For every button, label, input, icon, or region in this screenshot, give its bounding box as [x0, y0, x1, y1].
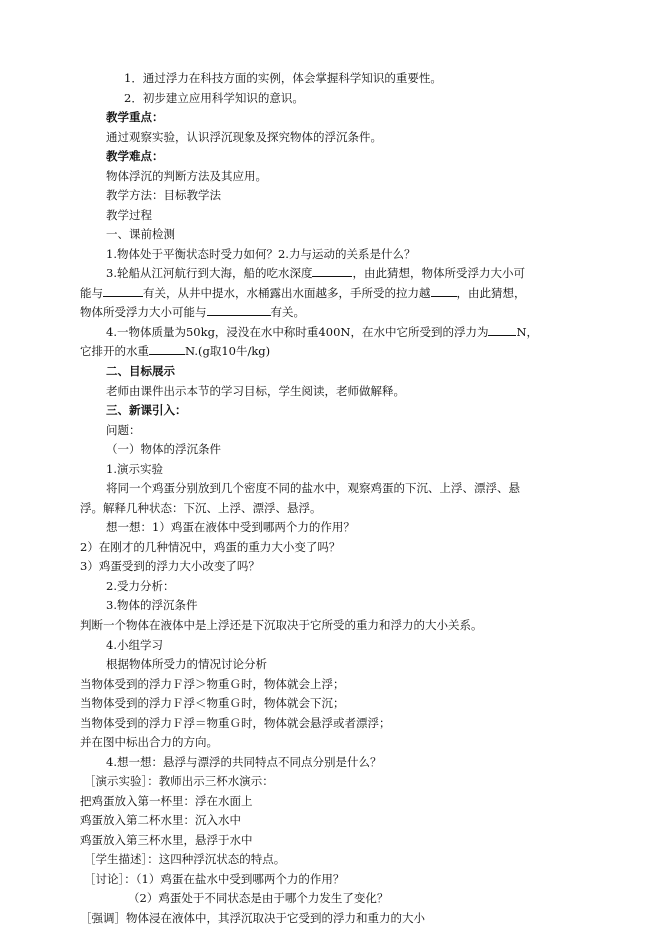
question-label: 问题：: [106, 422, 141, 437]
cup-2: 鸡蛋放入第二杯水里：沉入水中: [80, 813, 241, 828]
teaching-process: 教学过程: [106, 207, 152, 222]
force-analysis: 2.受力分析：: [106, 578, 175, 593]
group-study: 4.小组学习: [106, 637, 163, 652]
demo-experiment-heading: 1.演示实验: [106, 461, 163, 476]
demo-experiment-text-2: 浮。解释几种状态：下沉、上浮、漂浮、悬浮。: [80, 500, 322, 515]
question-3-text-e: ，由此猜想，: [456, 285, 526, 300]
think-question-2: 2）在刚才的几种情况中，鸡蛋的重力大小变了吗？: [80, 539, 341, 554]
answer-blank: [103, 284, 143, 297]
question-3-text-d: 有关，从井中提水，水桶露出水面越多，手所受的拉力越: [143, 285, 431, 300]
student-description: ［学生描述］：这四种浮沉状态的特点。: [84, 852, 286, 867]
question-3-text-a: 3.轮船从江河航行到大海，船的吃水深度: [106, 266, 313, 281]
condition-rise: 当物体受到的浮力Ｆ浮＞物重Ｇ时，物体就会上浮；: [80, 676, 345, 691]
objective-1: 1．通过浮力在科技方面的实例，体会掌握科学知识的重要性。: [124, 71, 442, 85]
answer-blank: [431, 284, 457, 297]
section-2-text: 老师由课件出示本节的学习目标，学生阅读，老师做解释。: [106, 383, 405, 398]
think-question-1: 想一想：1）鸡蛋在液体中受到哪两个力的作用？: [106, 520, 355, 535]
resultant-force-note: 并在图中标出合力的方向。: [80, 735, 218, 750]
discussion-2: （2）鸡蛋处于不同状态是由于哪个力发生了变化？: [128, 891, 389, 906]
question-4-text-b: N，: [516, 324, 539, 339]
key-points-text: 通过观察实验，认识浮沉现象及探究物体的浮沉条件。: [106, 129, 382, 144]
demo-three-cups: ［演示实验］：教师出示三杯水演示：: [84, 774, 274, 789]
think-suspend-float: 4.想一想：悬浮与漂浮的共同特点不同点分别是什么？: [106, 754, 382, 769]
section-2-heading: 二、目标展示: [106, 364, 175, 379]
answer-blank: [149, 342, 185, 355]
question-3-text-b: ，由此猜想，物体所受浮力大小可: [352, 266, 525, 281]
condition-sink: 当物体受到的浮力Ｆ浮＜物重Ｇ时，物体就会下沉；: [80, 696, 345, 711]
objective-2: 2．初步建立应用科学知识的意识。: [124, 90, 304, 105]
teaching-method: 教学方法：目标教学法: [106, 188, 221, 203]
section-1-heading: 一、课前检测: [106, 227, 175, 242]
group-study-text: 根据物体所受力的情况讨论分析: [106, 657, 267, 672]
condition-suspend: 当物体受到的浮力Ｆ浮＝物重Ｇ时，物体就会悬浮或者漂浮；: [80, 715, 391, 730]
difficulty-heading: 教学难点：: [106, 149, 164, 164]
answer-blank: [207, 303, 271, 316]
question-3-text-g: 有关。: [270, 305, 305, 320]
answer-blank: [488, 323, 516, 336]
demo-experiment-text-1: 将同一个鸡蛋分别放到几个密度不同的盐水中，观察鸡蛋的下沉、上浮、漂浮、悬: [106, 481, 520, 496]
cup-1: 把鸡蛋放入第一杯里：浮在水面上: [80, 793, 253, 808]
think-question-3: 3）鸡蛋受到的浮力大小改变了吗？: [80, 559, 260, 574]
question-3-line-1: [106, 263, 525, 283]
question-4-text-a: 4.一物体质量为50kg，浸没在水中称时重400N，在水中它所受到的浮力为: [106, 324, 489, 339]
subsection-1-heading: （一）物体的浮沉条件: [106, 442, 221, 457]
question-3-text-c: 能与: [80, 285, 103, 300]
question-4-line-1: [106, 322, 538, 342]
question-4-line-2: [80, 341, 270, 361]
conditions-text: 判断一个物体在液体中是上浮还是下沉取决于它所受的重力和浮力的大小关系。: [80, 617, 483, 632]
emphasis: ［强调］物体浸在液体中，其浮沉取决于它受到的浮力和重力的大小: [80, 911, 425, 925]
difficulty-text: 物体浮沉的判断方法及其应用。: [106, 168, 267, 183]
question-4-text-c: 它排开的水重: [80, 344, 149, 359]
discussion-1: ［讨论］：（1）鸡蛋在盐水中受到哪两个力的作用？: [84, 871, 345, 886]
question-4-text-d: N.(g取10牛/kg): [185, 344, 271, 359]
question-3-text-f: 物体所受浮力大小可能与: [80, 305, 207, 320]
answer-blank: [312, 264, 352, 277]
question-3-line-3: [80, 302, 305, 322]
section-3-heading: 三、新课引入：: [106, 403, 187, 418]
key-points-heading: 教学重点：: [106, 110, 164, 125]
question-1-2: 1.物体处于平衡状态时受力如何？2.力与运动的关系是什么？: [106, 246, 416, 261]
sink-float-conditions: 3.物体的浮沉条件: [106, 598, 198, 613]
cup-3: 鸡蛋放入第三杯水里，悬浮于水中: [80, 832, 253, 847]
question-3-line-2: [80, 283, 526, 303]
